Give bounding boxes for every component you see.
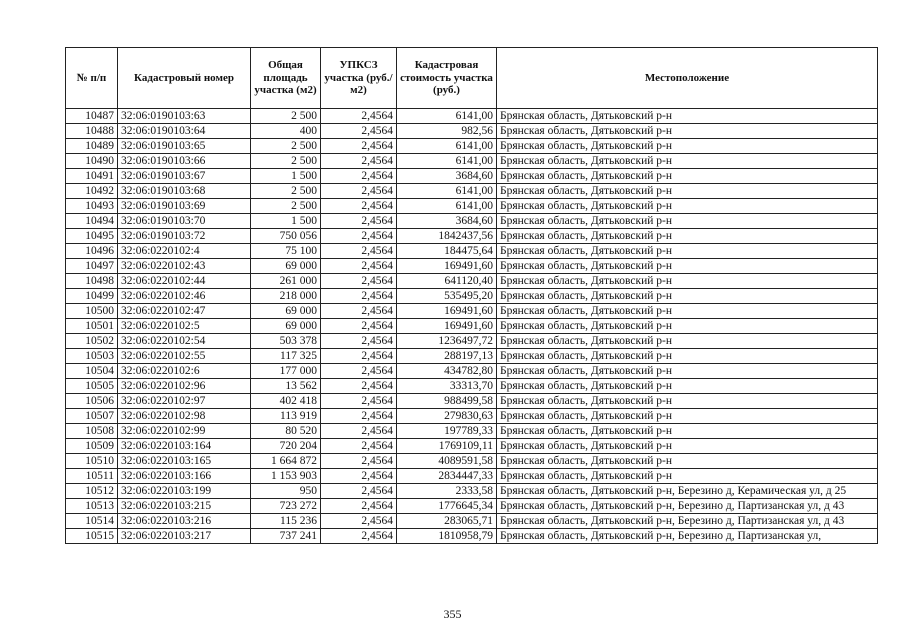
area-value: 2 500	[251, 199, 321, 214]
table-row	[66, 304, 878, 319]
cadastral-number: 32:06:0220103:216	[118, 514, 251, 529]
area-value: 2 500	[251, 154, 321, 169]
upksz-value: 2,4564	[321, 154, 397, 169]
cadastral-number: 32:06:0220102:47	[118, 304, 251, 319]
upksz-value: 2,4564	[321, 214, 397, 229]
cadastral-number: 32:06:0190103:65	[118, 139, 251, 154]
cost-value: 184475,64	[397, 244, 497, 259]
area-value: 69 000	[251, 319, 321, 334]
upksz-value: 2,4564	[321, 454, 397, 469]
upksz-value: 2,4564	[321, 289, 397, 304]
location-text: Брянская область, Дятьковский р-н	[497, 109, 878, 124]
cost-value: 982,56	[397, 124, 497, 139]
cost-value: 3684,60	[397, 214, 497, 229]
table-row	[66, 199, 878, 214]
table-row	[66, 499, 878, 514]
table-row	[66, 169, 878, 184]
area-value: 69 000	[251, 304, 321, 319]
upksz-value: 2,4564	[321, 364, 397, 379]
table-row	[66, 439, 878, 454]
upksz-value: 2,4564	[321, 259, 397, 274]
cost-value: 6141,00	[397, 154, 497, 169]
upksz-value: 2,4564	[321, 139, 397, 154]
location-text: Брянская область, Дятьковский р-н	[497, 394, 878, 409]
cadastral-number: 32:06:0190103:66	[118, 154, 251, 169]
location-text: Брянская область, Дятьковский р-н	[497, 169, 878, 184]
upksz-value: 2,4564	[321, 424, 397, 439]
cost-value: 1776645,34	[397, 499, 497, 514]
row-number: 10507	[66, 409, 118, 424]
area-value: 75 100	[251, 244, 321, 259]
cost-value: 169491,60	[397, 319, 497, 334]
location-text: Брянская область, Дятьковский р-н	[497, 124, 878, 139]
cadastral-number: 32:06:0220102:98	[118, 409, 251, 424]
location-text: Брянская область, Дятьковский р-н	[497, 244, 878, 259]
upksz-value: 2,4564	[321, 304, 397, 319]
area-value: 2 500	[251, 139, 321, 154]
table-row	[66, 289, 878, 304]
table-row	[66, 349, 878, 364]
cost-value: 6141,00	[397, 199, 497, 214]
cadastral-number: 32:06:0220103:215	[118, 499, 251, 514]
table-row	[66, 409, 878, 424]
row-number: 10488	[66, 124, 118, 139]
cadastral-number: 32:06:0190103:67	[118, 169, 251, 184]
cadastral-number: 32:06:0190103:72	[118, 229, 251, 244]
location-text: Брянская область, Дятьковский р-н	[497, 199, 878, 214]
table-row	[66, 469, 878, 484]
upksz-value: 2,4564	[321, 334, 397, 349]
row-number: 10489	[66, 139, 118, 154]
cost-value: 535495,20	[397, 289, 497, 304]
cadastral-number: 32:06:0190103:70	[118, 214, 251, 229]
cadastral-table	[65, 47, 878, 544]
table-row	[66, 244, 878, 259]
location-text: Брянская область, Дятьковский р-н	[497, 334, 878, 349]
upksz-value: 2,4564	[321, 184, 397, 199]
row-number: 10513	[66, 499, 118, 514]
row-number: 10510	[66, 454, 118, 469]
area-value: 1 153 903	[251, 469, 321, 484]
cost-value: 1810958,79	[397, 529, 497, 544]
cost-value: 434782,80	[397, 364, 497, 379]
cost-value: 279830,63	[397, 409, 497, 424]
cost-value: 1842437,56	[397, 229, 497, 244]
location-text: Брянская область, Дятьковский р-н, Березино д, Партизанская ул, д 43	[497, 514, 878, 529]
area-value: 402 418	[251, 394, 321, 409]
table-row	[66, 139, 878, 154]
cost-value: 33313,70	[397, 379, 497, 394]
table-row	[66, 529, 878, 544]
upksz-value: 2,4564	[321, 529, 397, 544]
upksz-value: 2,4564	[321, 484, 397, 499]
area-value: 400	[251, 124, 321, 139]
row-number: 10512	[66, 484, 118, 499]
location-text: Брянская область, Дятьковский р-н	[497, 379, 878, 394]
cadastral-number: 32:06:0220103:217	[118, 529, 251, 544]
upksz-value: 2,4564	[321, 319, 397, 334]
row-number: 10499	[66, 289, 118, 304]
area-value: 737 241	[251, 529, 321, 544]
row-number: 10495	[66, 229, 118, 244]
cost-value: 6141,00	[397, 109, 497, 124]
row-number: 10496	[66, 244, 118, 259]
location-text: Брянская область, Дятьковский р-н, Березино д, Керамическая ул, д 25	[497, 484, 878, 499]
table-row	[66, 274, 878, 289]
cadastral-number: 32:06:0220102:96	[118, 379, 251, 394]
cadastral-number: 32:06:0220102:43	[118, 259, 251, 274]
cost-value: 288197,13	[397, 349, 497, 364]
row-number: 10506	[66, 394, 118, 409]
header-num: № п/п	[66, 48, 118, 109]
cost-value: 3684,60	[397, 169, 497, 184]
upksz-value: 2,4564	[321, 394, 397, 409]
location-text: Брянская область, Дятьковский р-н	[497, 214, 878, 229]
location-text: Брянская область, Дятьковский р-н	[497, 409, 878, 424]
table-row	[66, 514, 878, 529]
location-text: Брянская область, Дятьковский р-н	[497, 454, 878, 469]
table-row	[66, 364, 878, 379]
header-area: Общая площадь участка (м2)	[251, 48, 321, 109]
cost-value: 169491,60	[397, 304, 497, 319]
cost-value: 1769109,11	[397, 439, 497, 454]
row-number: 10509	[66, 439, 118, 454]
table-row	[66, 484, 878, 499]
location-text: Брянская область, Дятьковский р-н, Березино д, Партизанская ул, д 43	[497, 499, 878, 514]
location-text: Брянская область, Дятьковский р-н	[497, 229, 878, 244]
table-row	[66, 184, 878, 199]
page-number: 355	[443, 607, 462, 621]
upksz-value: 2,4564	[321, 199, 397, 214]
area-value: 261 000	[251, 274, 321, 289]
table-row	[66, 154, 878, 169]
cadastral-number: 32:06:0190103:69	[118, 199, 251, 214]
area-value: 750 056	[251, 229, 321, 244]
row-number: 10490	[66, 154, 118, 169]
row-number: 10504	[66, 364, 118, 379]
location-text: Брянская область, Дятьковский р-н	[497, 184, 878, 199]
cadastral-number: 32:06:0220102:99	[118, 424, 251, 439]
location-text: Брянская область, Дятьковский р-н	[497, 364, 878, 379]
location-text: Брянская область, Дятьковский р-н	[497, 139, 878, 154]
area-value: 1 500	[251, 169, 321, 184]
upksz-value: 2,4564	[321, 409, 397, 424]
upksz-value: 2,4564	[321, 379, 397, 394]
location-text: Брянская область, Дятьковский р-н	[497, 274, 878, 289]
table-row	[66, 109, 878, 124]
area-value: 218 000	[251, 289, 321, 304]
area-value: 69 000	[251, 259, 321, 274]
row-number: 10497	[66, 259, 118, 274]
cadastral-number: 32:06:0220102:97	[118, 394, 251, 409]
upksz-value: 2,4564	[321, 469, 397, 484]
cost-value: 2333,58	[397, 484, 497, 499]
cadastral-number: 32:06:0220102:5	[118, 319, 251, 334]
cadastral-number: 32:06:0220103:164	[118, 439, 251, 454]
row-number: 10505	[66, 379, 118, 394]
table-header-row	[66, 48, 878, 109]
table-body	[66, 109, 878, 544]
cadastral-number: 32:06:0220103:165	[118, 454, 251, 469]
cost-value: 641120,40	[397, 274, 497, 289]
area-value: 950	[251, 484, 321, 499]
location-text: Брянская область, Дятьковский р-н	[497, 304, 878, 319]
table-row	[66, 259, 878, 274]
cadastral-number: 32:06:0220102:55	[118, 349, 251, 364]
upksz-value: 2,4564	[321, 349, 397, 364]
area-value: 177 000	[251, 364, 321, 379]
cadastral-number: 32:06:0220102:46	[118, 289, 251, 304]
table-row	[66, 229, 878, 244]
location-text: Брянская область, Дятьковский р-н	[497, 289, 878, 304]
header-location: Местоположение	[497, 48, 878, 109]
table-row	[66, 124, 878, 139]
area-value: 113 919	[251, 409, 321, 424]
table-row	[66, 454, 878, 469]
area-value: 2 500	[251, 184, 321, 199]
upksz-value: 2,4564	[321, 514, 397, 529]
cost-value: 197789,33	[397, 424, 497, 439]
upksz-value: 2,4564	[321, 499, 397, 514]
location-text: Брянская область, Дятьковский р-н	[497, 319, 878, 334]
table-row	[66, 319, 878, 334]
row-number: 10492	[66, 184, 118, 199]
area-value: 2 500	[251, 109, 321, 124]
cost-value: 1236497,72	[397, 334, 497, 349]
area-value: 723 272	[251, 499, 321, 514]
area-value: 13 562	[251, 379, 321, 394]
upksz-value: 2,4564	[321, 439, 397, 454]
location-text: Брянская область, Дятьковский р-н	[497, 469, 878, 484]
table-row	[66, 424, 878, 439]
area-value: 503 378	[251, 334, 321, 349]
location-text: Брянская область, Дятьковский р-н	[497, 154, 878, 169]
cadastral-number: 32:06:0190103:68	[118, 184, 251, 199]
cadastral-number: 32:06:0220102:54	[118, 334, 251, 349]
location-text: Брянская область, Дятьковский р-н, Березино д, Партизанская ул,	[497, 529, 878, 544]
upksz-value: 2,4564	[321, 229, 397, 244]
cadastral-number: 32:06:0220102:4	[118, 244, 251, 259]
table-row	[66, 379, 878, 394]
table-row	[66, 214, 878, 229]
row-number: 10515	[66, 529, 118, 544]
row-number: 10511	[66, 469, 118, 484]
row-number: 10493	[66, 199, 118, 214]
row-number: 10514	[66, 514, 118, 529]
cadastral-number: 32:06:0220102:44	[118, 274, 251, 289]
cost-value: 988499,58	[397, 394, 497, 409]
cadastral-number: 32:06:0190103:63	[118, 109, 251, 124]
upksz-value: 2,4564	[321, 244, 397, 259]
row-number: 10503	[66, 349, 118, 364]
location-text: Брянская область, Дятьковский р-н	[497, 349, 878, 364]
cadastral-number: 32:06:0220102:6	[118, 364, 251, 379]
area-value: 115 236	[251, 514, 321, 529]
cost-value: 4089591,58	[397, 454, 497, 469]
row-number: 10500	[66, 304, 118, 319]
table-row	[66, 394, 878, 409]
cadastral-number: 32:06:0220103:199	[118, 484, 251, 499]
location-text: Брянская область, Дятьковский р-н	[497, 259, 878, 274]
row-number: 10501	[66, 319, 118, 334]
cost-value: 6141,00	[397, 139, 497, 154]
row-number: 10487	[66, 109, 118, 124]
row-number: 10494	[66, 214, 118, 229]
cadastral-number: 32:06:0190103:64	[118, 124, 251, 139]
row-number: 10491	[66, 169, 118, 184]
area-value: 80 520	[251, 424, 321, 439]
cost-value: 6141,00	[397, 184, 497, 199]
table-row	[66, 334, 878, 349]
upksz-value: 2,4564	[321, 169, 397, 184]
header-cadastral: Кадастровый номер	[118, 48, 251, 109]
upksz-value: 2,4564	[321, 274, 397, 289]
area-value: 1 500	[251, 214, 321, 229]
header-upksz: УПКСЗ участка (руб./м2)	[321, 48, 397, 109]
area-value: 720 204	[251, 439, 321, 454]
row-number: 10502	[66, 334, 118, 349]
location-text: Брянская область, Дятьковский р-н	[497, 439, 878, 454]
row-number: 10508	[66, 424, 118, 439]
cost-value: 283065,71	[397, 514, 497, 529]
cost-value: 2834447,33	[397, 469, 497, 484]
cost-value: 169491,60	[397, 259, 497, 274]
header-cost: Кадастровая стоимость участка (руб.)	[397, 48, 497, 109]
upksz-value: 2,4564	[321, 124, 397, 139]
location-text: Брянская область, Дятьковский р-н	[497, 424, 878, 439]
upksz-value: 2,4564	[321, 109, 397, 124]
cadastral-number: 32:06:0220103:166	[118, 469, 251, 484]
area-value: 1 664 872	[251, 454, 321, 469]
area-value: 117 325	[251, 349, 321, 364]
row-number: 10498	[66, 274, 118, 289]
